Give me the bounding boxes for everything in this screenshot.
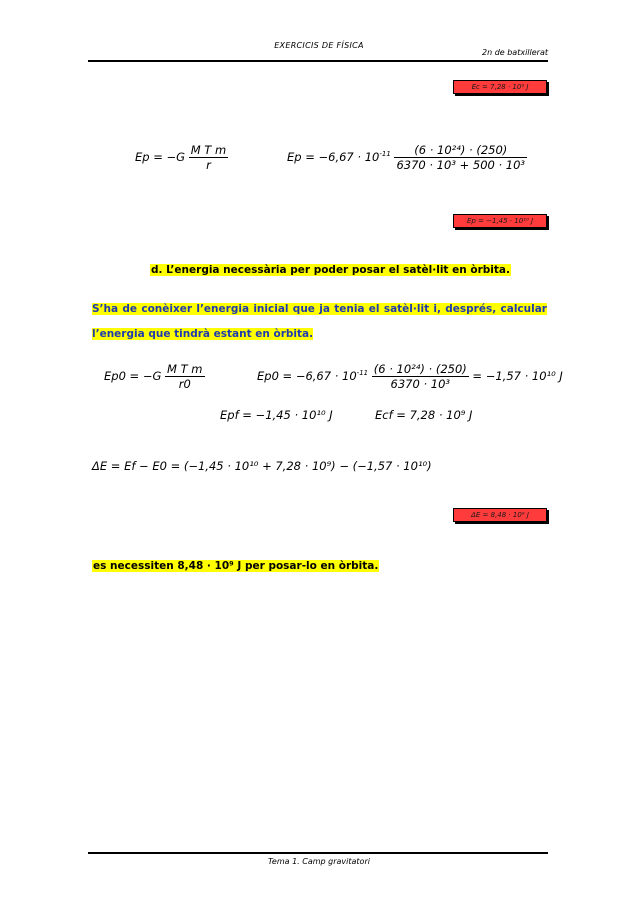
eq2-frac-den: r0	[178, 377, 191, 391]
answer-box-ep	[453, 214, 547, 228]
eq1-frac-den: r	[206, 158, 211, 172]
eq1-rhs-den: 6370 · 10³ + 500 · 10³	[396, 158, 526, 172]
item-d-heading: d. L’energia necessària per poder posar el satèl·lit en òrbita.	[151, 264, 510, 276]
answer-box-ep-text: Ep = −1,45 · 10¹⁰ J	[466, 217, 534, 225]
explanation-paragraph	[92, 297, 547, 347]
footer-title: Tema 1. Camp gravitatori	[268, 857, 370, 866]
equation-ecf: Ecf = 7,28 · 10⁹ J	[375, 408, 473, 422]
eq2-rhs-exp: -11	[356, 369, 369, 378]
eq1-lhs: Ep = −G	[135, 150, 186, 164]
eq1-fraction	[189, 143, 228, 172]
eq1-frac-num: M T m	[190, 143, 227, 157]
header-title: EXERCICIS DE FÍSICA	[274, 41, 364, 50]
eq1-rhs-exp: -11	[379, 150, 391, 159]
eq2-rhs-pre: Ep0 = −6,67 · 10	[257, 369, 357, 383]
eq2-lhs: Ep0 = −G	[104, 369, 162, 383]
equation-delta-e: ΔE = Ef − E0 = (−1,45 · 10¹⁰ + 7,28 · 10⁹) − (−1,57 · 10¹⁰)	[92, 459, 432, 473]
header-rule	[88, 60, 548, 62]
eq2-frac-num: M T m	[167, 362, 203, 376]
answer-box-ec	[453, 80, 547, 94]
equation-epf: Epf = −1,45 · 10¹⁰ J	[220, 408, 333, 422]
equation-ep0-general	[104, 362, 205, 391]
explanation-text: S’ha de conèixer l’energia inicial que ja tenia el satèl·lit i, després, calcular l’energia que tindrà estant en òrbita.	[92, 303, 547, 340]
answer-box-ec-text: Ec = 7,28 · 10⁹ J	[471, 83, 529, 91]
eq2-rhs-fraction	[372, 362, 469, 391]
eq2-rhs-num: (6 · 10²⁴) · (250)	[373, 362, 467, 376]
header-course: 2n de batxillerat	[481, 48, 548, 57]
eq1-rhs-num: (6 · 10²⁴) · (250)	[394, 143, 527, 158]
answer-box-delta-e	[453, 508, 547, 522]
equation-ep0-numeric	[257, 362, 563, 391]
eq2-rhs-den: 6370 · 10³	[390, 377, 450, 391]
eq2-rhs-result: = −1,57 · 10¹⁰ J	[472, 369, 563, 383]
conclusion-text: es necessiten 8,48 · 10⁹ J per posar-lo en òrbita.	[93, 560, 379, 572]
equation-ep-general	[135, 143, 228, 172]
footer-rule	[88, 852, 548, 854]
eq1-rhs-pre: Ep = −6,67 · 10	[287, 150, 380, 164]
equation-ep-numeric	[287, 143, 527, 172]
answer-box-delta-e-text: ΔE = 8,48 · 10⁹ J	[471, 511, 529, 519]
eq1-rhs-fraction	[394, 143, 527, 172]
eq2-fraction	[165, 362, 204, 391]
